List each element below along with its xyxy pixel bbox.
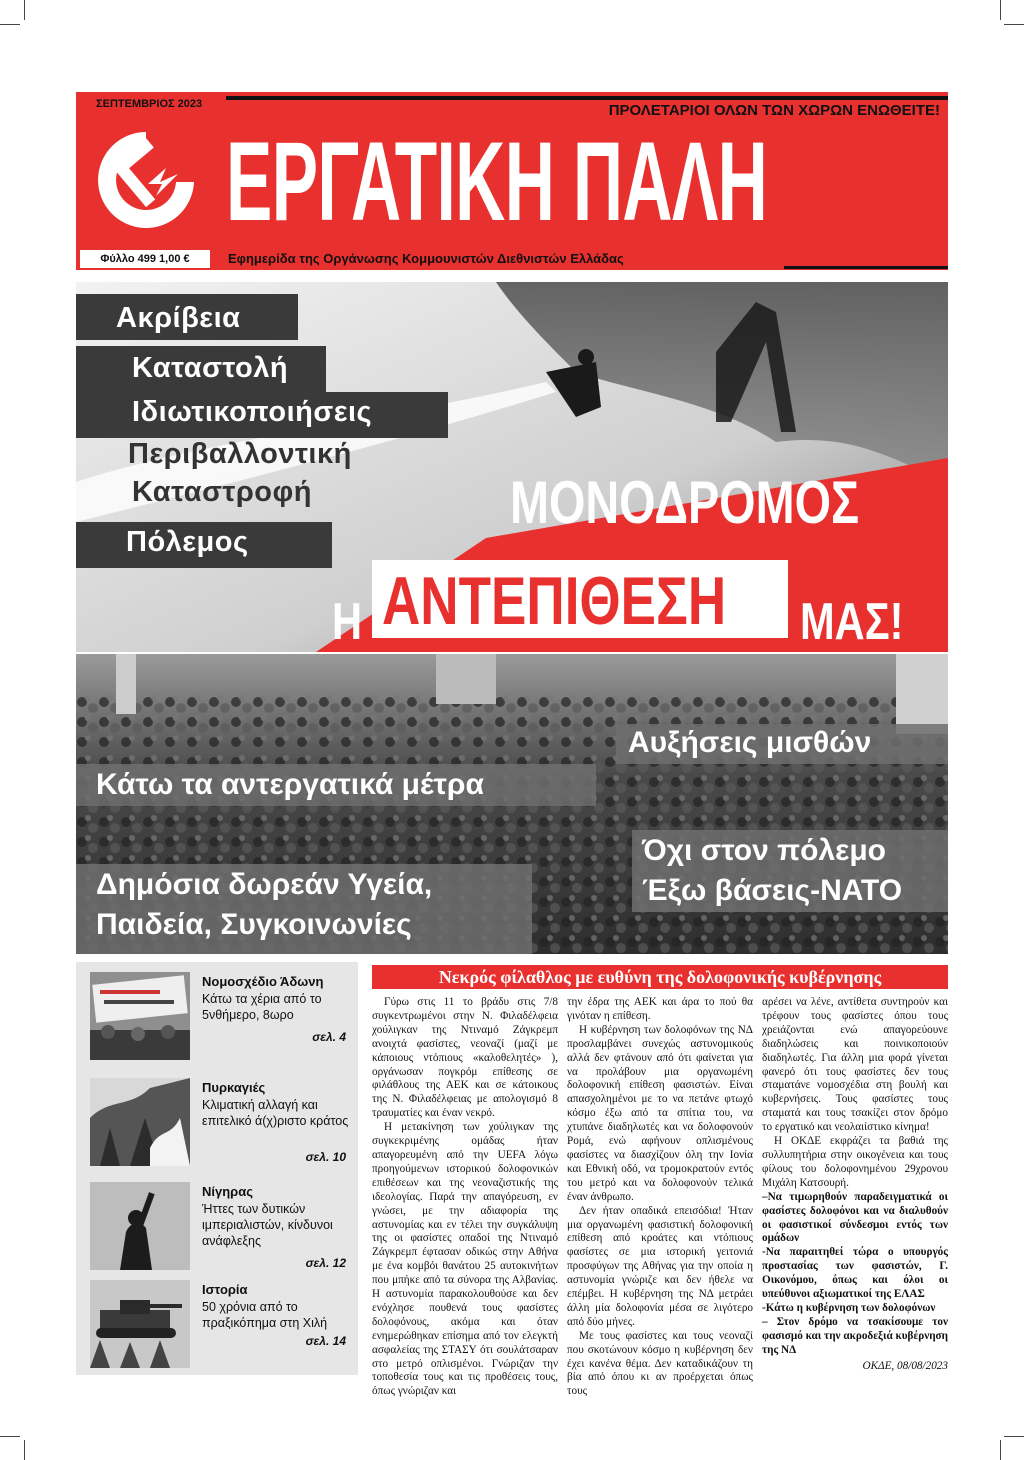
- crop-mark: [1004, 24, 1024, 25]
- demand-anti-labour: Κάτω τα αντεργατικά μέτρα: [96, 768, 484, 801]
- headline-article: Η: [332, 593, 363, 651]
- contents-desc: Κλιματική αλλαγή και επιτελικό ά(χ)ριστο κράτος: [202, 1098, 349, 1128]
- slogan-rule: [226, 96, 948, 100]
- contents-title: Νίγηρας: [202, 1184, 253, 1199]
- contents-title: Νομοσχέδιο Άδωνη: [202, 974, 324, 989]
- article-demand: -Να παραιτηθεί τώρα ο υπουργός προστασίας των φασιστών, Γ. Οικονόμου, όπως και όλοι οι υπεύθυνοι αξιωματικοί της ΕΛΑΣ: [762, 1246, 948, 1301]
- article-demand: –Να τιμωρηθούν παραδειγματικά οι φασίστες δολοφόνοι και να διαλυθούν οι φασιστικοί σύνδεσμοι εντός των ομάδων: [762, 1190, 948, 1245]
- contents-item[interactable]: [90, 972, 354, 1064]
- crop-mark: [0, 1436, 20, 1437]
- issue-label: Καταστολή: [132, 352, 289, 384]
- contents-title: Πυρκαγιές: [202, 1080, 266, 1095]
- article-paragraph: την έδρα της ΑΕΚ και άρα το πού θα γινόταν η επίθεση.: [567, 996, 753, 1022]
- contents-page: σελ. 12: [305, 1256, 346, 1270]
- newspaper-title: ΕΡΓΑΤΙΚΗ ΠΑΛΗ: [226, 119, 768, 244]
- contents-sidebar: [76, 962, 358, 1375]
- thumb-tank: [90, 1280, 190, 1368]
- contents-desc: Κάτω τα χέρια από το 5νθήμερο, 8ωρο: [202, 992, 322, 1022]
- article-column-1: [372, 996, 558, 1399]
- demand-public-services-2: Παιδεία, Συγκοινωνίες: [96, 908, 412, 941]
- issue-label: Περιβαλλοντική: [128, 438, 352, 470]
- newspaper-subtitle: Εφημερίδα της Οργάνωσης Κομμουνιστών Διεθνιστών Ελλάδας: [228, 251, 624, 266]
- demand-no-war: Όχι στον πόλεμο: [642, 834, 886, 867]
- contents-page: σελ. 4: [312, 1030, 346, 1044]
- contents-item[interactable]: [90, 1078, 354, 1170]
- headline-line1: ΜΟΝΟΔΡΟΜΟΣ: [510, 469, 860, 536]
- contents-desc: 50 χρόνια από το πραξικόπημα στη Χιλή: [202, 1300, 328, 1330]
- crop-mark: [0, 24, 20, 25]
- issue-label: Ιδιωτικοποιήσεις: [132, 396, 373, 428]
- crop-mark: [24, 0, 25, 20]
- thumb-protest-banner: [90, 972, 190, 1060]
- article-header: [372, 965, 948, 989]
- crop-mark: [1000, 1440, 1001, 1460]
- article-paragraph: Η κυβέρνηση των δολοφόνων της ΝΔ προσλαμβάνει συνεχώς αστυνομικούς αλλά δεν φτάνουν από ότι φαίνεται για να προλάβουν μια οργανωμένη δολοφονική επίθεση φασιστών. Είναι απασχολημένοι με το να πετάνε φτωχό κόσμο έξω από τα σπίτια του, να χτυπάνε διαδηλωτές και να δολοφονούν Ρομά, ενώ αφήνουν οπλισμένους φασίστες να διασχίζουν όλη την Ιονία και Εθνική οδό, να τρομοκρατούν εντός του μετρό και να δολοφονούν τελικά έναν άνθρωπο.: [567, 1023, 753, 1203]
- headline-ending: ΜΑΣ!: [800, 593, 904, 651]
- article-paragraph: Δεν ήταν οπαδικά επεισόδια! Ήταν μια οργανωμένη φασιστική δολοφονική επίθεση από κροάτες και ντόπιους φασίστες σε μια ιστορική γειτονιά προσφύγων της Αθήνας για την οποία η αστυνομία γνώριζε και δεν ήθελε να επέμβει. Η κυβέρνηση της ΝΔ μετράει άλλη μία δολοφονία μέσα σε λιγότερο από δύο μήνες.: [567, 1204, 753, 1328]
- issue-label: Ακρίβεια: [116, 302, 241, 334]
- crop-mark: [24, 1440, 25, 1460]
- thumb-wildfire: [90, 1078, 190, 1166]
- issue-label: Πόλεμος: [126, 526, 249, 558]
- article-demand: – Στον δρόμο να τσακίσουμε τον φασισμό και την ακροδεξιά κυβέρνηση της ΝΔ: [762, 1315, 948, 1356]
- contents-page: σελ. 14: [305, 1334, 346, 1348]
- article-signature: ΟΚΔΕ, 08/08/2023: [862, 1359, 948, 1372]
- thumb-rifle-silhouette: [90, 1182, 190, 1270]
- article-column-3: [762, 996, 948, 1373]
- masthead: [76, 92, 948, 270]
- contents-page: σελ. 10: [305, 1150, 346, 1164]
- article-title: Νεκρός φίλαθλος με ευθύνη της δολοφονικής κυβέρνησης: [438, 967, 882, 987]
- crop-mark: [1000, 0, 1001, 20]
- headline-main-word: ΑΝΤΕΠΙΘΕΣΗ: [382, 563, 727, 639]
- demonstration-photo: [76, 654, 948, 954]
- article-paragraph: Η μετακίνηση των χούλιγκαν της συγκεκριμένης ομάδας ήταν απαγορευμένη από την UEFA λόγω προηγούμενων ιστορικού δολοφονικών επιθέσεων και της νεοναζιστικής της ιδεολογίας. Παρά την απαγόρευση, εν γνώσει, με την αδιαφορία της αστυνομίας και εν τέλει την συγκάλυψη της οι φασίστες οπαδοί της Ντιναμό Ζάγκρεμπ έφτασαν οδικώς στην Αθήνα με ένα κομβόι θανάτου 25 αυτοκινήτων που μπήκε από τα σύνορα της Αλβανίας. Η αστυνομία παρακολουθούσε και δεν ενόχλησε πουθενά τους φασίστες δολοφόνους, ακόμα και όταν ενημερώθηκαν επίσημα από τον ελεγκτή ασφαλείας της ΣΤΑΣΥ ότι σουλάτσαραν στο μετρό οπλισμένοι. Γνώριζαν την τοποθεσία τους και τις προθέσεις τους, όπως γνώριζαν και: [372, 1121, 558, 1398]
- crop-mark: [1004, 1436, 1024, 1437]
- issue-date: ΣΕΠΤΕΜΒΡΙΟΣ 2023: [96, 98, 203, 110]
- article-paragraph: Με τους φασίστες και τους νεοναζί που σκοτώνουν κόσμο η κυβέρνηση δεν έχει κανένα θέμα. Δεν καταδικάζουν τη βία από όπου κι αν προέρχεται όπως τους: [567, 1329, 753, 1398]
- demand-public-services: Δημόσια δωρεάν Υγεία,: [96, 868, 433, 901]
- article-paragraph: Η ΟΚΔΕ εκφράζει τα βαθιά της συλλυπητήρια στην οικογένεια και τους φίλους του δολοφονημένου 29χρονου Μιχάλη Κατσουρή.: [762, 1135, 948, 1189]
- subtitle-rule: [784, 266, 948, 269]
- contents-item[interactable]: [90, 1182, 354, 1274]
- issue-label: Καταστροφή: [132, 476, 312, 508]
- issue-number: Φύλλο 499 1,00 €: [80, 250, 210, 268]
- article-paragraph: αρέσει να λένε, αντίθετα συντηρούν και τρέφουν τους φασίστες όπου τους χρειάζονται ενώ απαγορεύουνε διαδηλώσεις και ποινικοποιούν διαδηλωτές. Για άλλη μια φορά γίνεται φανερό ότι τους φασίστες δεν τους σταματάνε νομοσχέδια στη βουλή και κυβερνήσεις. Τους φασίστες τους σταματά και τους τσακίζει στον δρόμο το εργατικό και νεολαιίστικο κίνημα!: [762, 996, 948, 1134]
- article-column-2: [567, 996, 753, 1399]
- hammer-sickle-logo: [90, 124, 202, 236]
- demand-nato: Έξω βάσεις-ΝΑΤΟ: [642, 874, 903, 907]
- contents-item[interactable]: [90, 1280, 354, 1372]
- contents-title: Ιστορία: [202, 1282, 248, 1297]
- demand-wages: Αυξήσεις μισθών: [628, 726, 872, 759]
- slogan: ΠΡΟΛΕΤΑΡΙΟΙ ΟΛΩΝ ΤΩΝ ΧΩΡΩΝ ΕΝΩΘΕΙΤΕ!: [608, 102, 940, 119]
- hero-banner: [76, 282, 948, 652]
- article-demand: -Κάτω η κυβέρνηση των δολοφόνων: [762, 1301, 936, 1314]
- contents-desc: Ήττες των δυτικών ιμπεριαλιστών, κίνδυνοι ανάφλεξης: [202, 1202, 333, 1248]
- article-paragraph: Γύρω στις 11 το βράδυ στις 7/8 συγκεντρωμένοι στην Ν. Φιλαδέλφεια χούλιγκαν της Ντιναμό Ζάγκρεμπ ανοιχτά φασίστες, νεοναζί (μαζί με κάποιους ντόπιους «καλοθελητές» ), οργάνωσαν πογκρόμ επίθεσης σε φιλάθλους της ΑΕΚ και σε κάτοικους της Ν. Φιλαδέλφειας με απολογισμό 8 τραυματίες και έναν νεκρό.: [372, 996, 558, 1120]
